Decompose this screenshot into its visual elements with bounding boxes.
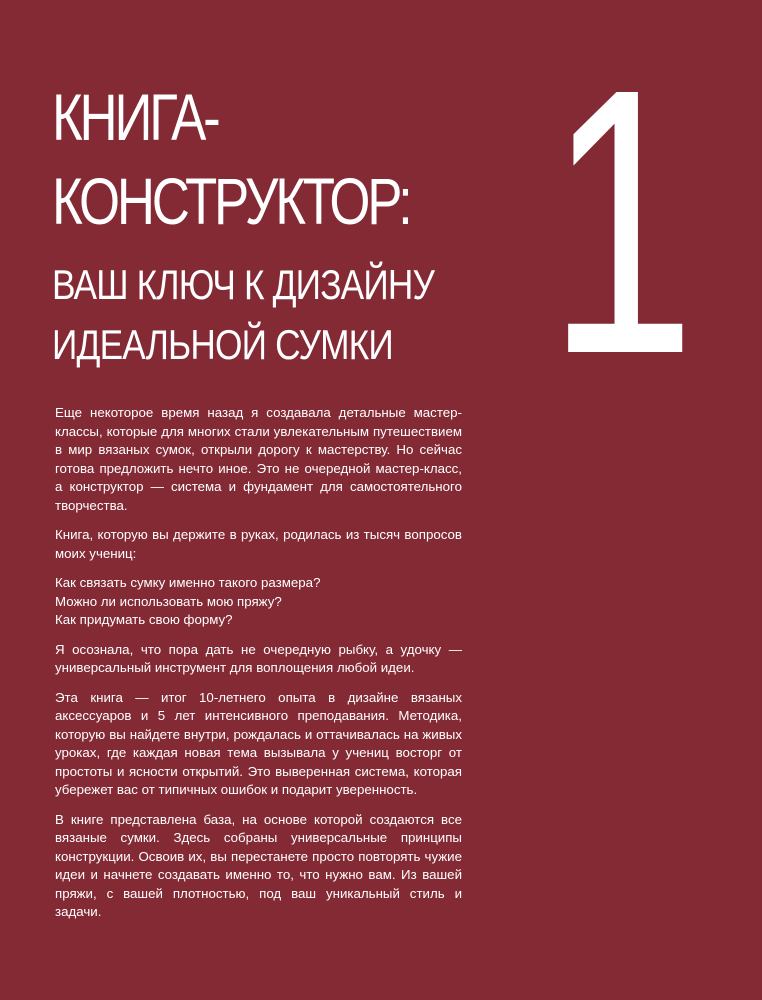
- title-line-1: КНИГА-: [52, 80, 218, 154]
- chapter-number: 1: [548, 11, 696, 433]
- question-item: Как придумать свою форму?: [55, 612, 233, 627]
- question-list: [55, 574, 462, 630]
- subtitle-line-2: ИДЕАЛЬНОЙ СУМКИ: [52, 321, 393, 368]
- paragraph-experience: Эта книга — итог 10-летнего опыта в дизайне вязаных аксессуаров и 5 лет интенсивного преподавания. Методика, которую вы найдете внутри, рождалась и оттачивалась на живых уроках, где каждая новая тема вызывала у учениц восторг от простоты и ясности открытий. Это выверенная система, которая убережет вас от типичных ошибок и подарит уверенность.: [55, 689, 462, 797]
- question-item: Можно ли использовать мою пряжу?: [55, 593, 282, 609]
- body-text: [55, 404, 462, 933]
- paragraph-realization: Я осознала, что пора дать не очередную рыбку, а удочку — универсальный инструмент для воплощения любой идеи.: [55, 641, 462, 675]
- subtitle-line-1: ВАШ КЛЮЧ К ДИЗАЙНУ: [52, 261, 435, 308]
- question-item: Как связать сумку именно такого размера?: [55, 575, 321, 590]
- paragraph-questions-lead: Книга, которую вы держите в руках, родилась из тысяч вопросов моих учениц:: [55, 527, 462, 561]
- title-line-2: КОНСТРУКТОР:: [52, 164, 410, 238]
- chapter-title: [52, 75, 522, 375]
- paragraph-foundation: В книге представлена база, на основе которой создаются все вязаные сумки. Здесь собраны универсальные принципы конструкции. Освоив их, вы перестанете просто повторять чужие идеи и начнете создавать именно то, что нужно вам. Из вашей пряжи, с вашей плотностью, под ваш уникальный стиль и задачи.: [55, 811, 462, 919]
- paragraph-intro: Еще некоторое время назад я создавала детальные мастер-классы, которые для многих стали увлекательным путешествием в мир вязаных сумок, открыли дорогу к мастерству. Но сейчас готова предложить нечто иное. Это не очередной мастер-класс, а конструктор — система и фундамент для самостоятельного творчества.: [55, 405, 462, 513]
